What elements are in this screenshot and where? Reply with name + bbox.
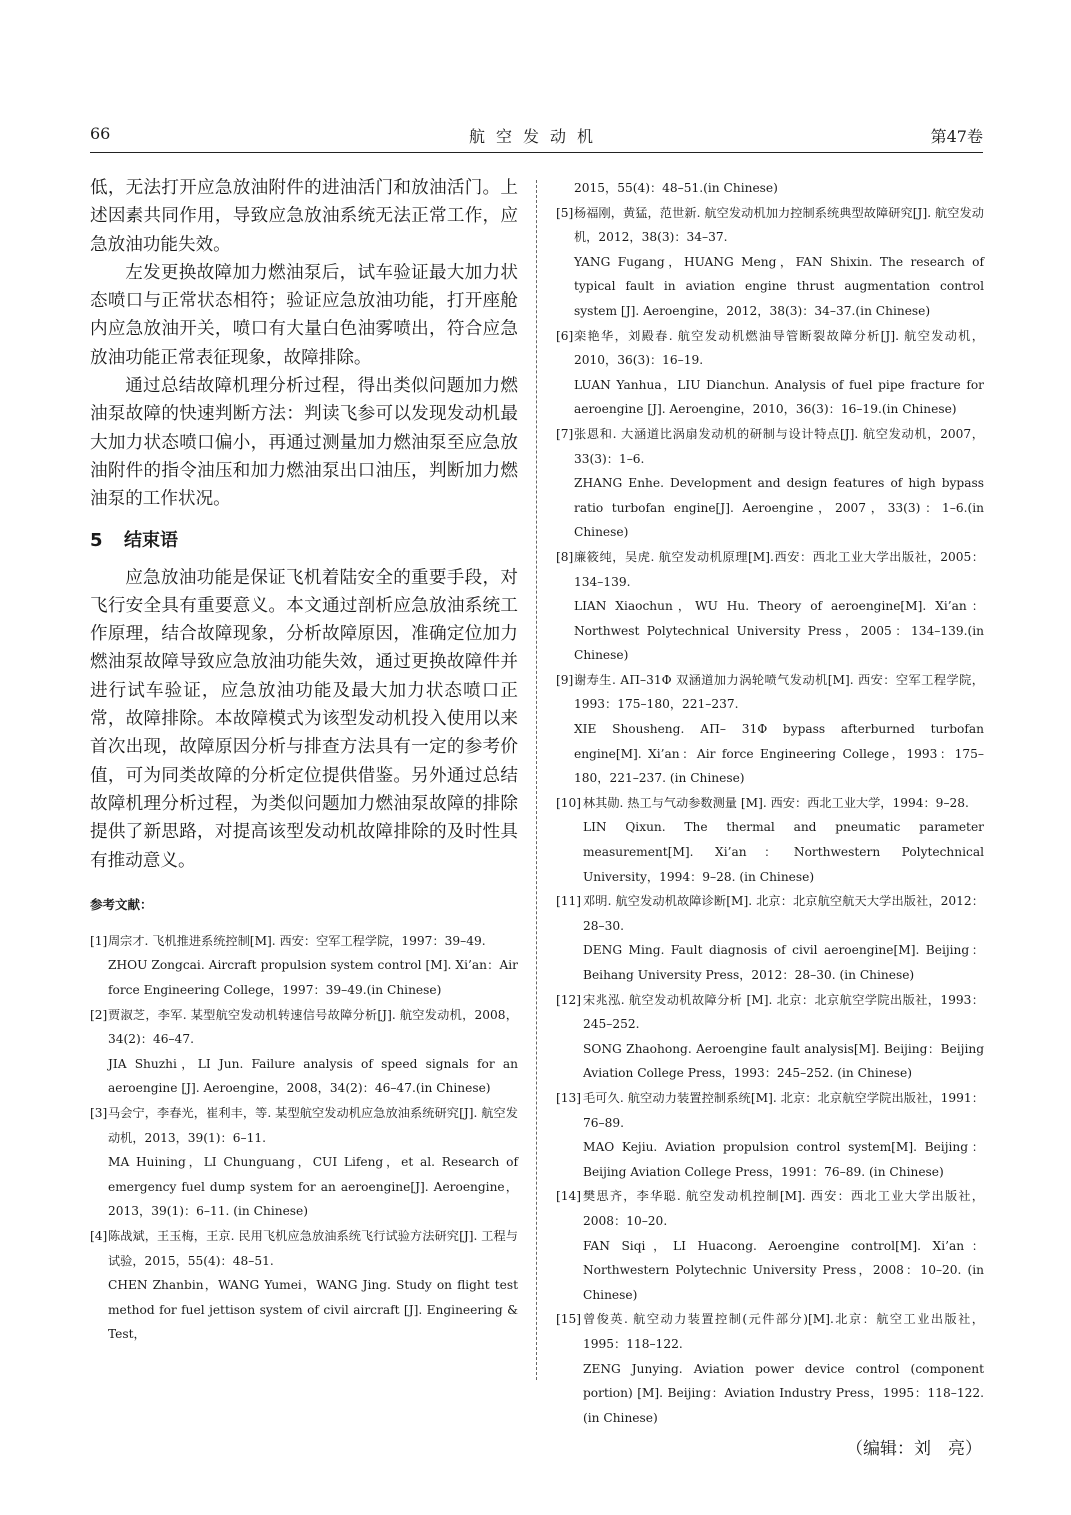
reference-item (556, 324, 984, 422)
reference-list (556, 176, 984, 1430)
reference-cn: 陈战斌，王玉梅，王京. 民用飞机应急放油系统飞行试验方法研究[J]. 工程与试验，2015，55(4)：48–51. (108, 1228, 518, 1268)
volume-label: 第47卷 (930, 127, 983, 146)
reference-en: CHEN Zhanbin，WANG Yumei，WANG Jing. Study on flight test method for fuel jettison system of civil aircraft [J]. Engineering & Test， (108, 1278, 518, 1342)
reference-list (90, 929, 518, 1347)
reference-number: [10] (556, 795, 582, 810)
reference-number: [6] (556, 328, 574, 343)
reference-cn: 邓明. 航空发动机故障诊断[M]. 北京：北京航空航天大学出版社，2012：28–30. (583, 894, 984, 933)
reference-item (556, 422, 984, 545)
reference-cn: 宋兆泓. 航空发动机故障分析 [M]. 北京：北京航空学院出版社，1993：245–252. (583, 992, 984, 1032)
reference-cn: 马会宁，李春光，崔利丰，等. 某型航空发动机应急放油系统研究[J]. 航空发动机，2013，39(1)：6–11. (108, 1105, 518, 1145)
reference-cn: 周宗才. 飞机推进系统控制[M]. 西安：空军工程学院，1997：39–49. (108, 933, 486, 948)
reference-number: [8] (556, 549, 574, 564)
reference-en: 2015，55(4)：48–51.(in Chinese) (574, 181, 778, 195)
section-heading (90, 522, 518, 560)
reference-number: [2] (90, 1007, 108, 1022)
reference-item (90, 1003, 518, 1101)
reference-number: [15] (556, 1312, 582, 1327)
reference-number: [9] (556, 672, 574, 687)
reference-cn: 栾艳华，刘殿春. 航空发动机燃油导管断裂故障分析[J]. 航空发动机，2010，36(3)：16–19. (574, 328, 984, 368)
reference-en: LIAN Xiaochun，WU Hu. Theory of aeroengine[M]. Xi’an：Northwest Polytechnical University Press，2005：134–139.(in Chinese) (574, 599, 984, 663)
reference-cn: 张恩和. 大涵道比涡扇发动机的研制与设计特点[J]. 航空发动机，2007，33(3)：1–6. (574, 426, 984, 466)
reference-number: [1] (90, 933, 108, 948)
left-column (90, 174, 518, 1347)
references-heading: 参考文献： (90, 896, 153, 912)
body-paragraph: 左发更换故障加力燃油泵后，试车验证最大加力状态喷口与正常状态相符；验证应急放油功能，打开座舱内应急放油开关，喷口有大量白色油雾喷出，符合应急放油功能正常表征现象，故障排除。 (90, 262, 518, 368)
body-paragraph: 通过总结故障机理分析过程，得出类似问题加力燃油泵故障的快速判断方法：判读飞参可以发现发动机最大加力状态喷口偏小，再通过测量加力燃油泵至应急放油附件的指令油压和加力燃油泵出口油压，判断加力燃油泵的工作状况。 (90, 376, 518, 510)
journal-name: 航空发动机 (468, 127, 604, 146)
page-number: 66 (90, 124, 111, 143)
editor-credit: （编辑：刘 亮） (846, 1439, 982, 1460)
reference-en: ZHANG Enhe. Development and design features of high bypass ratio turbofan engine[J]. Aeroengine，2007，33(3)：1–6.(in Chinese) (574, 476, 984, 540)
reference-item (90, 1101, 518, 1224)
reference-en: MA Huining，LI Chunguang，CUI Lifeng，et al. Research of emergency fuel dump system for an aeroengine[J]. Aeroengine，2013，39(1)：6–11. (in Chinese) (108, 1155, 518, 1219)
reference-cn: 谢寿生. АΠ–31Φ 双涵道加力涡轮喷气发动机[M]. 西安：空军工程学院，1993：175–180，221–237. (574, 672, 984, 712)
reference-number: [3] (90, 1105, 108, 1120)
reference-cn: 廉筱纯，吴虎. 航空发动机原理[M].西安：西北工业大学出版社，2005：134–139. (574, 549, 984, 589)
reference-en: XIE Shousheng. АΠ– 31Φ bypass afterburned turbofan engine[M]. Xi’an：Air force Engineering College，1993：175–180，221–237. (in Chinese) (574, 722, 984, 786)
reference-item (556, 988, 984, 1086)
reference-en: ZENG Junying. Aviation power device control (component portion) [M]. Beijing：Aviation Industry Press，1995：118–122. (in Chinese) (583, 1361, 984, 1425)
reference-item (90, 1224, 518, 1347)
reference-number: [13] (556, 1090, 582, 1105)
header-rule (90, 152, 983, 153)
reference-en: DENG Ming. Fault diagnosis of civil aeroengine[M]. Beijing：Beihang University Press，2012：28–30. (in Chinese) (583, 943, 984, 982)
reference-number: [7] (556, 426, 574, 441)
reference-item (556, 791, 984, 889)
reference-number: [11] (556, 894, 582, 909)
reference-cn: 曾俊英. 航空动力装置控制(元件部分)[M].北京：航空工业出版社，1995：118–122. (583, 1312, 984, 1351)
reference-number: [14] (556, 1189, 582, 1204)
reference-en: LUAN Yanhua，LIU Dianchun. Analysis of fuel pipe fracture for aeroengine [J]. Aeroengine，2010，36(3)：16–19.(in Chinese) (574, 377, 984, 417)
reference-item (556, 1184, 984, 1307)
column-divider (536, 180, 537, 1380)
reference-continuation (556, 176, 984, 201)
section-number: 5 (90, 529, 103, 551)
section-title: 结束语 (124, 529, 178, 551)
right-column (556, 176, 984, 1459)
reference-en: FAN Siqi，LI Huacong. Aeroengine control[M]. Xi’an：Northwestern Polytechnic University Press，2008：10–20. (in Chinese) (583, 1238, 984, 1302)
running-header (90, 124, 983, 150)
reference-number: [12] (556, 992, 582, 1007)
reference-item (90, 929, 518, 1003)
reference-en: SONG Zhaohong. Aeroengine fault analysis[M]. Beijing：Beijing Aviation College Press，1993：245–252. (in Chinese) (583, 1041, 984, 1081)
reference-item (556, 889, 984, 987)
conclusion-paragraph: 应急放油功能是保证飞机着陆安全的重要手段，对飞行安全具有重要意义。本文通过剖析应急放油系统工作原理，结合故障现象，分析故障原因，准确定位加力燃油泵故障导致应急放油功能失效，通过更换故障件并进行试车验证，应急放油功能及最大加力状态喷口正常，故障排除。本故障模式为该型发动机投入使用以来首次出现，故障原因分析与排查方法具有一定的参考价值，可为同类故障的分析定位提供借鉴。另外通过总结故障机理分析过程，为类似问题加力燃油泵故障的排除提供了新思路，对提高该型发动机故障排除的及时性具有推动意义。 (90, 567, 518, 871)
reference-item (556, 1307, 984, 1430)
reference-cn: 杨福刚，黄猛，范世新. 航空发动机加力控制系统典型故障研究[J]. 航空发动机，2012，38(3)：34–37. (574, 205, 984, 245)
reference-cn: 贾淑芝，李军. 某型航空发动机转速信号故障分析[J]. 航空发动机，2008，34(2)：46–47. (108, 1007, 518, 1047)
reference-cn: 林其勋. 热工与气动参数测量 [M]. 西安：西北工业大学，1994：9–28. (583, 795, 969, 810)
body-paragraph: 低，无法打开应急放油附件的进油活门和放油活门。上述因素共同作用，导致应急放油系统无法正常工作，应急放油功能失效。 (90, 178, 518, 255)
reference-cn: 樊思齐，李华聪. 航空发动机控制[M]. 西安：西北工业大学出版社，2008：10–20. (583, 1189, 984, 1228)
reference-cn: 毛可久. 航空动力装置控制系统[M]. 北京：北京航空学院出版社，1991：76–89. (583, 1090, 984, 1130)
reference-item (556, 668, 984, 791)
reference-number: [5] (556, 205, 574, 220)
reference-en: LIN Qixun. The thermal and pneumatic parameter measurement[M]. Xi’an：Northwestern Polytechnical University，1994：9–28. (in Chinese) (583, 820, 984, 884)
reference-en: YANG Fugang，HUANG Meng，FAN Shixin. The research of typical fault in aviation engine thrust augmentation control system [J]. Aeroengine，2012，38(3)：34–37.(in Chinese) (574, 254, 984, 318)
reference-en: MAO Kejiu. Aviation propulsion control system[M]. Beijing：Beijing Aviation College Press，1991：76–89. (in Chinese) (583, 1140, 984, 1179)
reference-item (556, 1086, 984, 1184)
reference-en: ZHOU Zongcai. Aircraft propulsion system control [M]. Xi’an：Air force Engineering College，1997：39–49.(in Chinese) (108, 958, 518, 998)
reference-en: JIA Shuzhi，LI Jun. Failure analysis of speed signals for an aeroengine [J]. Aeroengine，2008，34(2)：46–47.(in Chinese) (108, 1056, 518, 1096)
reference-item (556, 545, 984, 668)
reference-item (556, 201, 984, 324)
reference-number: [4] (90, 1228, 108, 1243)
